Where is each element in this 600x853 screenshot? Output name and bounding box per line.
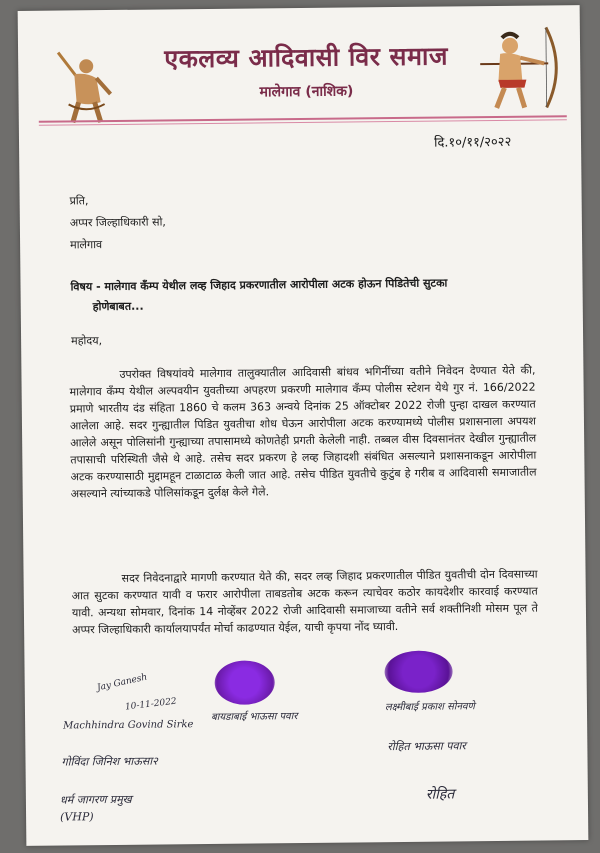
- subject-line-continued: होणेबाबत...: [92, 299, 144, 314]
- thumbprint-1: [214, 660, 274, 705]
- signature-rohit-pawar: रोहित भाऊसा पवार: [387, 739, 466, 754]
- signature-dharm-jagran: धर्म जागरण प्रमुख: [59, 792, 132, 807]
- archer-eklavya-logo: [466, 23, 563, 112]
- tribal-warrior-logo: [48, 44, 119, 125]
- signature-baydabai: बायडाबाई भाऊसा पवार: [210, 711, 298, 723]
- subject-line: विषय - मालेगाव कँम्प येथील लव्ह जिहाद प्रकरणातील आरोपीला अटक होऊन पिडितेची सुटका: [70, 276, 448, 294]
- letter-date: दि.१०/११/२०२२: [433, 134, 512, 151]
- organization-location: मालेगाव (नाशिक): [259, 83, 354, 101]
- signature-govinda: गोविंदा जिनिश भाऊसा२: [61, 754, 158, 769]
- signature-vhp: (VHP): [60, 810, 94, 824]
- receipt-stamp-signature: Jay Ganesh: [96, 672, 149, 694]
- address-recipient: अप्पर जिल्हाधिकारी सो,: [69, 215, 166, 230]
- organization-name: एकलव्य आदिवासी विर समाज: [164, 41, 449, 74]
- letter-page: [18, 5, 589, 846]
- signature-machhindra: Machhindra Govind Sirke: [63, 719, 194, 732]
- receipt-date: 10-11-2022: [124, 696, 178, 713]
- signature-laxmibai: लक्ष्मीबाई प्रकाश सोनवणे: [384, 701, 475, 714]
- body-paragraph-2: सदर निवेदनाद्वारे मागणी करण्यात येते की, सदर लव्ह जिहाद प्रकरणातील पीडित युवतीची दोन दिवसाच्या आत सुटका करण्यात यावी व फरार आरोपीला ताबडतोब अटक करून त्याचेवर कठोर कायदेशीर कारवाई करण्यात यावी. अन्यथा सोमवार, दिनांक 14 नोव्हेंबर 2022 रोजी आदिवासी समाजाच्या वतीने सर्व शक्तीनिशी मोसम पूल ते अप्पर जिल्हाधिकारी कार्यालयापर्यंत मोर्चा काढण्यात येईल, याची कृपया नोंद घ्यावी.: [71, 567, 538, 637]
- thumbprint-2: [384, 650, 452, 693]
- address-city: मालेगाव: [70, 238, 103, 252]
- address-prati: प्रति,: [69, 194, 89, 208]
- signature-rohit: रोहित: [425, 786, 455, 803]
- salutation: महोदय,: [71, 334, 103, 348]
- body-paragraph-1: उपरोक्त विषयांवये मालेगाव तालुक्यातील आदिवासी बांधव भगिनींच्या वतीने निवेदन देण्यात येते की, मालेगाव कँम्प येथील अल्पवयीन युवतीच्या अपहरण प्रकरणी मालेगाव कँम्प पोलीस स्टेशन येथे गुर नं. 166/2022 प्रमाणे भारतीय दंड संहिता 1860 चे कलम 363 अन्वये दिनांक 25 ऑक्टोबर 2022 रोजी पुन्हा दाखल करण्यात आलेला आहे. सदर गुन्ह्यातील पिडित युवतीचा शोध घेऊन आरोपीला अटक करण्यामध्ये पोलीस प्रशासनाला अपयश आलेले असून पोलिसांनी गुन्ह्याच्या तपासामध्ये कोणतेही प्रगती केलेली नाही. तब्बल वीस दिवसानंतर देखील गुन्ह्यातील तपासाची परिस्थिती जैसे थे आहे. तसेच सदर प्रकरण हे लव्ह जिहादशी संबंधित असल्याने प्रशासनाकडून आरोपीला अटक करण्यासाठी मुद्दामहून टाळाटाळ केली जात आहे. तसेच पीडित युवतीचे कुटुंब हे गरीब व आदिवासी समाजातील असल्याने त्यांच्याकडे पोलिसांकडून दुर्लक्ष केले गेले.: [69, 363, 537, 501]
